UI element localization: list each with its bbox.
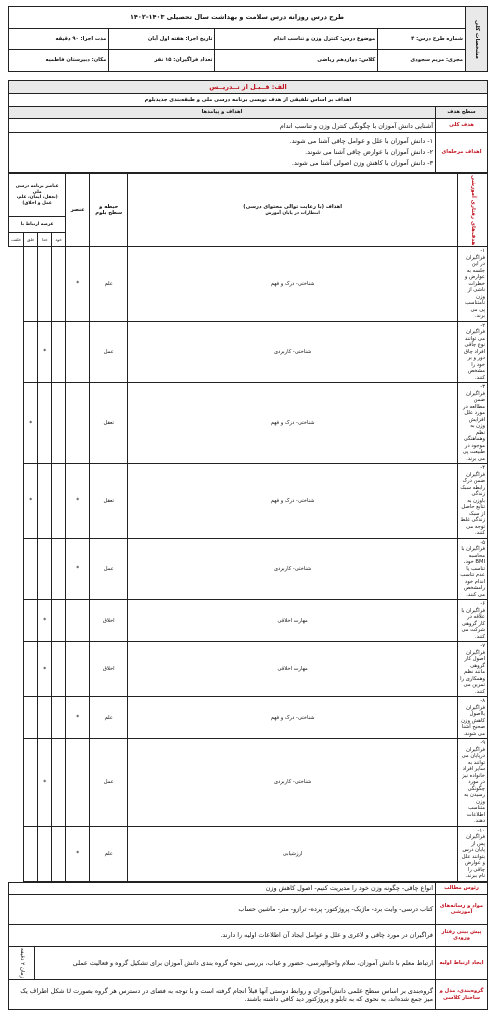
behavior-goal: ۳- فراگیران ضمن مطالعه در مورد علل افزایش وزن به نظم وهماهنگی موجود در طبیعت پی می برند. <box>458 383 488 464</box>
national-col-title: عناصر برنامه درسی ملی <box>15 184 59 195</box>
behavior-row <box>9 739 488 827</box>
relation-mark <box>66 739 90 827</box>
behavior-element: تعقل <box>90 383 128 464</box>
behavior-row <box>9 826 488 881</box>
date: تاریخ اجرا: هفته اول آبان <box>109 28 215 50</box>
bottom-row <box>9 924 488 946</box>
goals-col-header <box>128 174 458 247</box>
behavior-element: علم <box>90 697 128 739</box>
behavior-goal: ۵- فراگیران با محاسبه BMI خود، تناسب یا عدم تناسب اندام خود رامشخص می کنند. <box>458 538 488 600</box>
stage-goal-2: ۲- دانش آموزان با عوارض چاقی آشنا می شوند. <box>305 148 433 157</box>
behavior-level: مهارت اخلاقی <box>128 600 458 642</box>
behavior-element: عمل <box>90 739 128 827</box>
bottom-text: فراگیران در مورد چاقی و لاغری و علل و عوامل ایجاد آن اطلاعات اولیه را دارند. <box>9 924 436 946</box>
relation-mark <box>66 642 90 697</box>
behavior-goal: ۷- فراگیران اصول کار گروهی مانند نظم وهمکاری را تمرین می کنند. <box>458 642 488 697</box>
relation-mark: * <box>38 600 52 642</box>
relation-mark: * <box>66 247 90 322</box>
section-a-table <box>8 80 488 173</box>
relation-people: خلق <box>24 232 38 246</box>
behavior-row <box>9 600 488 642</box>
behavior-row <box>9 321 488 383</box>
behavior-table <box>8 173 488 882</box>
behavior-level: شناختی- درک و فهم <box>128 383 458 464</box>
behavior-level: مهارت اخلاقی <box>128 642 458 697</box>
relation-mark <box>38 826 52 881</box>
stage-goals-label: اهداف مرحله‌ای <box>436 133 488 173</box>
bottom-label: مواد و رسانه‌های آموزشی <box>436 894 488 924</box>
behavior-goal: ۱- فراگیران در این جلسه به عوارض و خطرات ناشی از وزن نامتناسب پی می برند. <box>458 247 488 322</box>
relation-mark: * <box>66 826 90 881</box>
page-title: طرح درس روزانه درس سلامت و بهداشت سال تحصیلی ۱۴۰۳-۱۴۰۲ <box>9 7 466 29</box>
bottom-label: ایجاد ارتباط اولیه <box>436 946 488 979</box>
bottom-label: پیش بینی رفتار ورودی <box>436 924 488 946</box>
relation-mark <box>66 321 90 383</box>
relation-mark <box>66 600 90 642</box>
relation-mark <box>52 383 66 464</box>
header-table <box>8 6 488 72</box>
bottom-text: انواع چاقی- چگونه وزن خود را مدیریت کنیم- اصول کاهش وزن <box>9 882 436 894</box>
behavior-element: علم <box>90 826 128 881</box>
behavior-goal: ۶- فراگیران با علاقه در کار گروهی شرکت می کنند. <box>458 600 488 642</box>
behavior-element: علم <box>90 247 128 322</box>
behavior-row <box>9 697 488 739</box>
relation-mark <box>24 600 38 642</box>
relation-mark <box>52 642 66 697</box>
level-col-header: حیطه و سطح بلوم <box>90 174 128 247</box>
behavior-row <box>9 464 488 539</box>
bottom-table <box>8 882 488 1010</box>
behavior-level: شناختی- درک و فهم <box>128 247 458 322</box>
plan-number: شماره طرح درس: ۴ <box>378 28 466 50</box>
bottom-row <box>9 882 488 894</box>
stage-goal-1: ۱- دانش آموزان با علل و عوامل چاقی آشنا می شوند. <box>289 137 433 146</box>
bottom-text: کتاب درسی- وایت برد- ماژیک- پروژکتور- پرده- ترازو- متر- ماشین حساب <box>9 894 436 924</box>
general-goal-label: هدف کلی <box>436 119 488 133</box>
relations-header: عرصه ارتباط با <box>9 217 66 233</box>
relation-mark <box>24 739 38 827</box>
relation-mark <box>38 464 52 539</box>
relation-god: خدا <box>38 232 52 246</box>
relation-mark <box>52 739 66 827</box>
behavior-row <box>9 642 488 697</box>
behavior-element: عمل <box>90 538 128 600</box>
bottom-time: زمان ۲ دقیقه <box>9 946 35 979</box>
lesson-plan-page <box>8 6 488 1003</box>
students-count: تعداد فراگیران: ۱۵ نفر <box>109 50 215 72</box>
relation-mark <box>52 600 66 642</box>
section-a-subtitle: اهداف بر اساس تلفیقی از هدف نویسی برنامه درسی ملی و طبقه‌بندی جدیدبلوم <box>9 94 488 107</box>
bottom-label: گروه‌بندی، مدل و ساختار کلاسی <box>436 980 488 1010</box>
behavior-element: اخلاق <box>90 642 128 697</box>
bottom-label: رئوس مطالب <box>436 882 488 894</box>
relation-mark <box>38 247 52 322</box>
goals-header: اهداف و پیامدها <box>9 107 436 119</box>
behavior-goal: ۴- فراگیران ضمن درک رابطه سبک زندگی باوزن به تنابع حاصل از سبک زندگی غلط توجه می کنند. <box>458 464 488 539</box>
goal-level-header: سطح هدف <box>436 107 488 119</box>
goals-col-subtitle: انتظارات در پایان آموزش <box>265 210 320 216</box>
relation-mark <box>38 538 52 600</box>
behavior-goal: ۹- فراگیران درپایان می توانند به سایر افراد خانواده نیز در مورد چگونگی رسیدن به وزن متناسب اطلاعات دهند. <box>458 739 488 827</box>
topic: موضوع درس: کنترل وزن و تناسب اندام <box>215 28 378 50</box>
relation-mark: * <box>66 538 90 600</box>
national-col-header <box>9 174 66 217</box>
location: مکان: دبیرستان فاطمیه <box>9 50 109 72</box>
relation-mark: * <box>24 464 38 539</box>
relation-mark <box>24 697 38 739</box>
relation-mark: * <box>38 642 52 697</box>
duration: مدت اجرا: ۹۰ دقیقه <box>9 28 109 50</box>
bottom-text: ارتباط معلم با دانش آموزان، سلام واحوالپرسی، حضور و غیاب، بررسی نحوه گروه بندی دانش آموزان برای تشکیل گروه و فعالیت عملی <box>34 946 435 979</box>
relation-mark <box>52 538 66 600</box>
behavior-level: شناختی- کاربردی <box>128 739 458 827</box>
behavior-row <box>9 247 488 322</box>
bottom-row <box>9 894 488 924</box>
behavior-side-label: هدف‌های رفتاری آموزشی <box>458 174 488 247</box>
bottom-rows <box>9 882 488 1009</box>
section-a-title: الف: قــبـل از تــدریــس <box>9 81 488 94</box>
relation-mark <box>24 321 38 383</box>
behavior-goal: ۱۰- فراگیران پس از پایان درس بتوانند علل و عوارض چاقی را نام ببرند. <box>458 826 488 881</box>
bottom-text: گروه‌بندی بر اساس سطح علمی دانش‌آموزان و روابط دوستی آنها قبلاً انجام گرفته است و با توجه به فضای در دسترس هر گروه بصورت U شکل اطراف یک میز جمع شده‌اند، به نحوی که به تابلو و پروژکتور دید کافی داشته باشند. <box>9 980 436 1010</box>
relation-mark: * <box>24 383 38 464</box>
behavior-row <box>9 538 488 600</box>
behavior-rows <box>9 247 488 882</box>
relation-mark <box>24 538 38 600</box>
teacher: مجری: مریم سجودی <box>378 50 466 72</box>
relation-mark <box>24 826 38 881</box>
behavior-row <box>9 383 488 464</box>
behavior-level: شناختی- کاربردی <box>128 321 458 383</box>
behavior-goal: ۸- فراگیران بااصول کاهش وزن صحیح آشنا می شوند. <box>458 697 488 739</box>
relation-mark: * <box>66 697 90 739</box>
behavior-level: ارزشیابی <box>128 826 458 881</box>
relation-mark <box>52 464 66 539</box>
goals-col-title: اهداف (با رعایت توالی محتوای درسی) <box>243 204 342 211</box>
relation-mark <box>52 247 66 322</box>
stage-goal-3: ۳- دانش آموزان با کاهش وزن اصولی آشنا می شوند. <box>291 158 433 167</box>
behavior-element: عمل <box>90 321 128 383</box>
relation-mark <box>52 697 66 739</box>
behavior-goal: ۲- فراگیران می توانند نوع چاقی افراد چاق دور و بر خود را مشخص کنند. <box>458 321 488 383</box>
behavior-element: اخلاق <box>90 600 128 642</box>
class: کلاس: دوازدهم ریاضی <box>215 50 378 72</box>
relation-mark <box>38 697 52 739</box>
stage-goals-list <box>9 133 436 173</box>
bottom-row <box>9 980 488 1010</box>
relation-mark <box>52 826 66 881</box>
behavior-element: تعقل <box>90 464 128 539</box>
relation-mark: * <box>66 464 90 539</box>
side-label-general: مشخصات کلی <box>466 7 488 72</box>
behavior-level: شناختی- درک و فهم <box>128 697 458 739</box>
relation-self: خود <box>52 232 66 246</box>
relation-mark <box>38 383 52 464</box>
relation-mark: * <box>38 739 52 827</box>
relation-mark: * <box>38 321 52 383</box>
element-col-header: عنصر <box>66 174 90 247</box>
relation-mark <box>52 321 66 383</box>
relation-mark <box>66 383 90 464</box>
national-col-subtitle: (تعقل، ایمان، علم، عمل و اخلاق) <box>16 195 58 206</box>
relation-mark <box>24 642 38 697</box>
general-goal-text: آشنایی دانش آموزان با چگونگی کنترل وزن و تناسب اندام <box>9 119 436 133</box>
relation-mark <box>24 247 38 322</box>
behavior-level: شناختی- درک و فهم <box>128 464 458 539</box>
behavior-level: شناختی- کاربردی <box>128 538 458 600</box>
bottom-row <box>9 946 488 979</box>
relation-creation: خلقت <box>9 232 24 246</box>
